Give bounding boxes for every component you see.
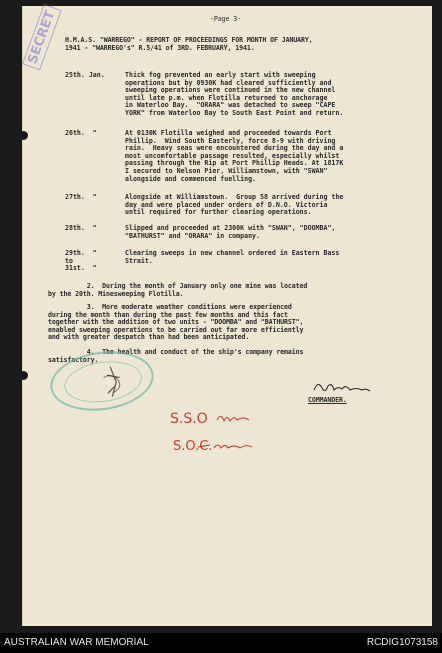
punch-hole — [19, 371, 28, 380]
entry-date: 25th. Jan. — [65, 71, 105, 79]
page-header: -Page 3- — [210, 15, 241, 23]
entry-text: Thick fog prevented an early start with sweeping operations but by 0930K had cleared sufficiently and sweeping operations were continued in the new channel until late p.m. when Flotilla returned to anchorage in Waterloo Bay. "ORARA" was detached to sweep "CAPE YORK" from Waterloo Bay to South East Point and return. — [125, 71, 344, 117]
red-date-note-icon — [196, 438, 256, 454]
red-annotation-soc: S.O.C. — [173, 439, 213, 454]
red-annotation-sso: S.S.O — [170, 411, 208, 427]
signature-icon — [312, 378, 372, 398]
body-paragraph: 3. More moderate weather conditions were experienced during the month than during the past few months and this fact together with the addition of two units - "DOOMBA" and "BATHURST", enabled sweeping operations to be carried out far more efficiently and with greater despatch than had been anticipated. — [48, 303, 304, 342]
body-paragraph: 4. The health and conduct of the ship's company remains satisfactory. — [48, 348, 304, 364]
signature-title: COMMANDER. — [308, 396, 347, 404]
footer-id: RCDIG1073158 — [366, 637, 438, 648]
entry-date: 26th. " — [65, 129, 97, 137]
report-title-line-2: 1941 - "WARREGO's" R.5/41 of 3RD. FEBRUARY, 1941. — [65, 44, 255, 52]
body-paragraph: 2. During the month of January only one mine was located by the 20th. Minesweeping Flotilla. — [48, 282, 308, 298]
report-title-line-1: H.M.A.S. "WARREGO" - REPORT OF PROCEEDINGS FOR MONTH OF JANUARY, — [65, 36, 313, 44]
footer-bar — [0, 633, 442, 653]
entry-text: At 0130K Flotilla weighed and proceeded towards Port Phillip. Wind South Easterly, force 8-9 with driving rain. Heavy seas were encountered during the day and a most uncomfortable passage resulted, especially whilst passing through the Rip at Port Phillip Heads. At 1817K I secured to Nelson Pier, Williamstown, with "SWAN" alongside and commenced fuelling. — [125, 129, 344, 183]
footer-source: AUSTRALIAN WAR MEMORIAL — [4, 637, 149, 648]
red-initials-icon — [215, 410, 255, 426]
entry-date: 29th. " to 31st. " — [65, 249, 97, 273]
entry-text: Alongside at Williamstown. Group 58 arrived during the day and were placed under orders of D.N.O. Victoria until required for further clearing operations. — [125, 193, 344, 217]
entry-date: 27th. " — [65, 193, 97, 201]
entry-date: 28th. " — [65, 224, 97, 232]
punch-hole — [19, 131, 28, 140]
entry-text: Clearing sweeps in new channel ordered in Eastern Bass Strait. — [125, 249, 340, 265]
secret-stamp: SECRET — [22, 4, 62, 70]
entry-text: Slipped and proceeded at 2300K with "SWAN", "DOOMBA", "BATHURST" and "ORARA" in company. — [125, 224, 336, 240]
